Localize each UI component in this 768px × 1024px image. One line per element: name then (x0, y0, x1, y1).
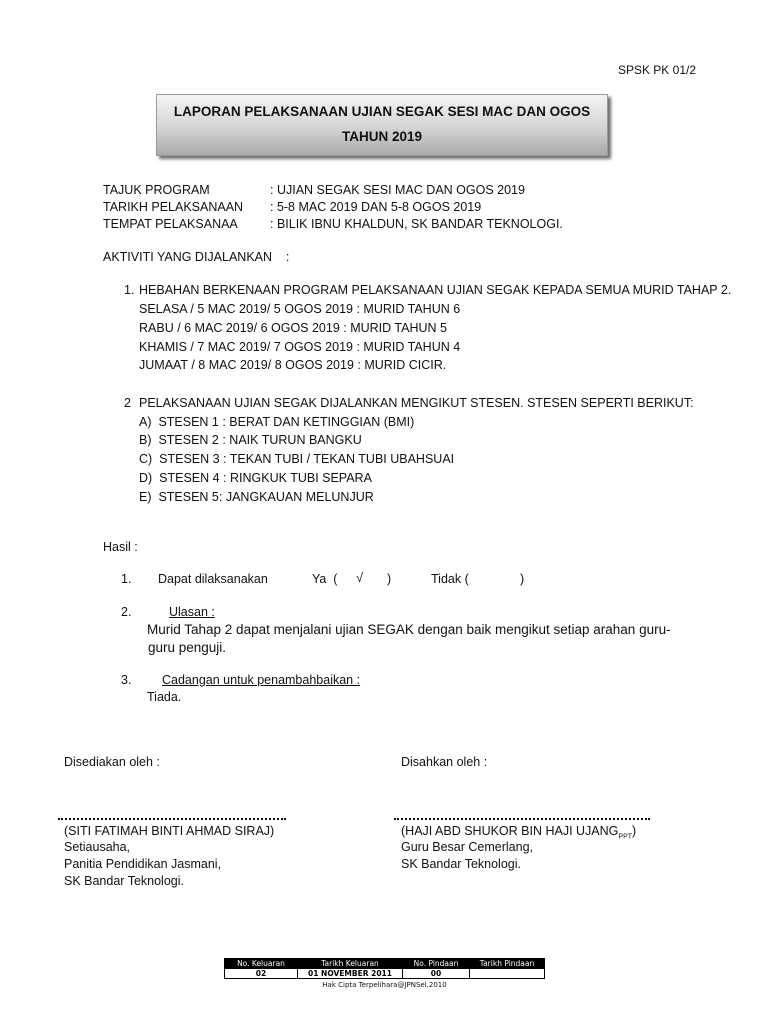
ulasan-label: Ulasan : (169, 605, 215, 619)
station-item: A) STESEN 1 : BERAT DAN KETINGGIAN (BMI) (139, 415, 415, 429)
title-line-1: LAPORAN PELAKSANAAN UJIAN SEGAK SESI MAC DAN OGOS (173, 104, 591, 119)
tidak-label: Tidak ( (431, 572, 469, 586)
revision-value-cell (470, 969, 545, 979)
info-value-tempat: : BILIK IBNU KHALDUN, SK BANDAR TEKNOLOGI. (270, 217, 563, 231)
hasil-q1-number: 1. (121, 572, 132, 586)
ulasan-text-line-2: guru penguji. (148, 640, 227, 655)
signature-line-left (58, 818, 286, 820)
revision-header-row (225, 959, 545, 969)
approver-name-text: (HAJI ABD SHUKOR BIN HAJI UJANG (401, 824, 619, 838)
revision-value-row (225, 969, 545, 979)
ya-close: ) (387, 572, 392, 586)
revision-header-cell: Tarikh Keluaran (298, 959, 403, 969)
preparer-name: (SITI FATIMAH BINTI AHMAD SIRAJ) (64, 824, 275, 838)
tidak-close: ) (520, 572, 525, 586)
item1-number: 1. (124, 283, 135, 297)
document-code: SPSK PK 01/2 (617, 63, 696, 77)
title-box (156, 94, 608, 156)
station-item: D) STESEN 4 : RINGKUK TUBI SEPARA (139, 471, 372, 485)
prepared-by-heading: Disediakan oleh : (64, 755, 160, 769)
activities-heading: AKTIVITI YANG DIJALANKAN : (103, 250, 290, 264)
title-line-2: TAHUN 2019 (341, 129, 423, 144)
revision-header-cell: No. Pindaan (403, 959, 470, 969)
hasil-q2-number: 2. (121, 605, 132, 619)
revision-value-cell: 00 (403, 969, 470, 979)
ulasan-text-line-1: Murid Tahap 2 dapat menjalani ujian SEGAK dengan baik mengikut setiap arahan guru- (147, 622, 671, 637)
item1-text: HEBAHAN BERKENAAN PROGRAM PELAKSANAAN UJIAN SEGAK KEPADA SEMUA MURID TAHAP 2. (139, 283, 732, 297)
approver-name-close: ) (632, 824, 637, 838)
approver-title: SK Bandar Teknologi. (401, 857, 521, 871)
approver-name-suffix: PPT (618, 833, 633, 841)
cadangan-text: Tiada. (147, 690, 182, 704)
signature-line-right (394, 818, 650, 820)
station-item: B) STESEN 2 : NAIK TURUN BANGKU (139, 433, 362, 447)
item2-text: PELAKSANAAN UJIAN SEGAK DIJALANKAN MENGIKUT STESEN. STESEN SEPERTI BERIKUT: (139, 396, 694, 410)
copyright-text: Hak Cipta Terpelihara@JPNSel.2010 (322, 981, 447, 989)
info-value-tarikh: : 5-8 MAC 2019 DAN 5-8 OGOS 2019 (270, 200, 482, 214)
revision-value-cell: 02 (225, 969, 298, 979)
cadangan-label: Cadangan untuk penambahbaikan : (162, 673, 361, 687)
ya-label: Ya ( (312, 572, 338, 586)
revision-header-cell: Tarikh Pindaan (470, 959, 545, 969)
approver-name (401, 824, 636, 841)
item1-line: RABU / 6 MAC 2019/ 6 OGOS 2019 : MURID TAHUN 5 (139, 321, 447, 335)
approved-by-heading: Disahkan oleh : (401, 755, 488, 769)
revision-table (224, 958, 545, 979)
hasil-q1-text: Dapat dilaksanakan (158, 572, 268, 586)
preparer-title: Panitia Pendidikan Jasmani, (64, 857, 222, 871)
revision-header-cell: No. Keluaran (225, 959, 298, 969)
info-value-tajuk: : UJIAN SEGAK SESI MAC DAN OGOS 2019 (270, 183, 525, 197)
info-label-tarikh: TARIKH PELAKSANAAN (103, 200, 244, 214)
item2-number: 2 (124, 396, 131, 410)
checkmark-icon: √ (356, 570, 364, 585)
approver-title: Guru Besar Cemerlang, (401, 840, 534, 854)
hasil-q3-number: 3. (121, 673, 132, 687)
info-label-tajuk: TAJUK PROGRAM (103, 183, 210, 197)
station-item: E) STESEN 5: JANGKAUAN MELUNJUR (139, 490, 374, 504)
preparer-title: Setiausaha, (64, 840, 131, 854)
item1-line: KHAMIS / 7 MAC 2019/ 7 OGOS 2019 : MURID TAHUN 4 (139, 340, 461, 354)
station-item: C) STESEN 3 : TEKAN TUBI / TEKAN TUBI UBAHSUAI (139, 452, 455, 466)
revision-value-cell: 01 NOVEMBER 2011 (298, 969, 403, 979)
item1-line: SELASA / 5 MAC 2019/ 5 OGOS 2019 : MURID TAHUN 6 (139, 302, 461, 316)
hasil-label: Hasil : (103, 540, 138, 554)
info-label-tempat: TEMPAT PELAKSANAA (103, 217, 238, 231)
item1-line: JUMAAT / 8 MAC 2019/ 8 OGOS 2019 : MURID CICIR. (139, 358, 447, 372)
preparer-title: SK Bandar Teknologi. (64, 874, 184, 888)
